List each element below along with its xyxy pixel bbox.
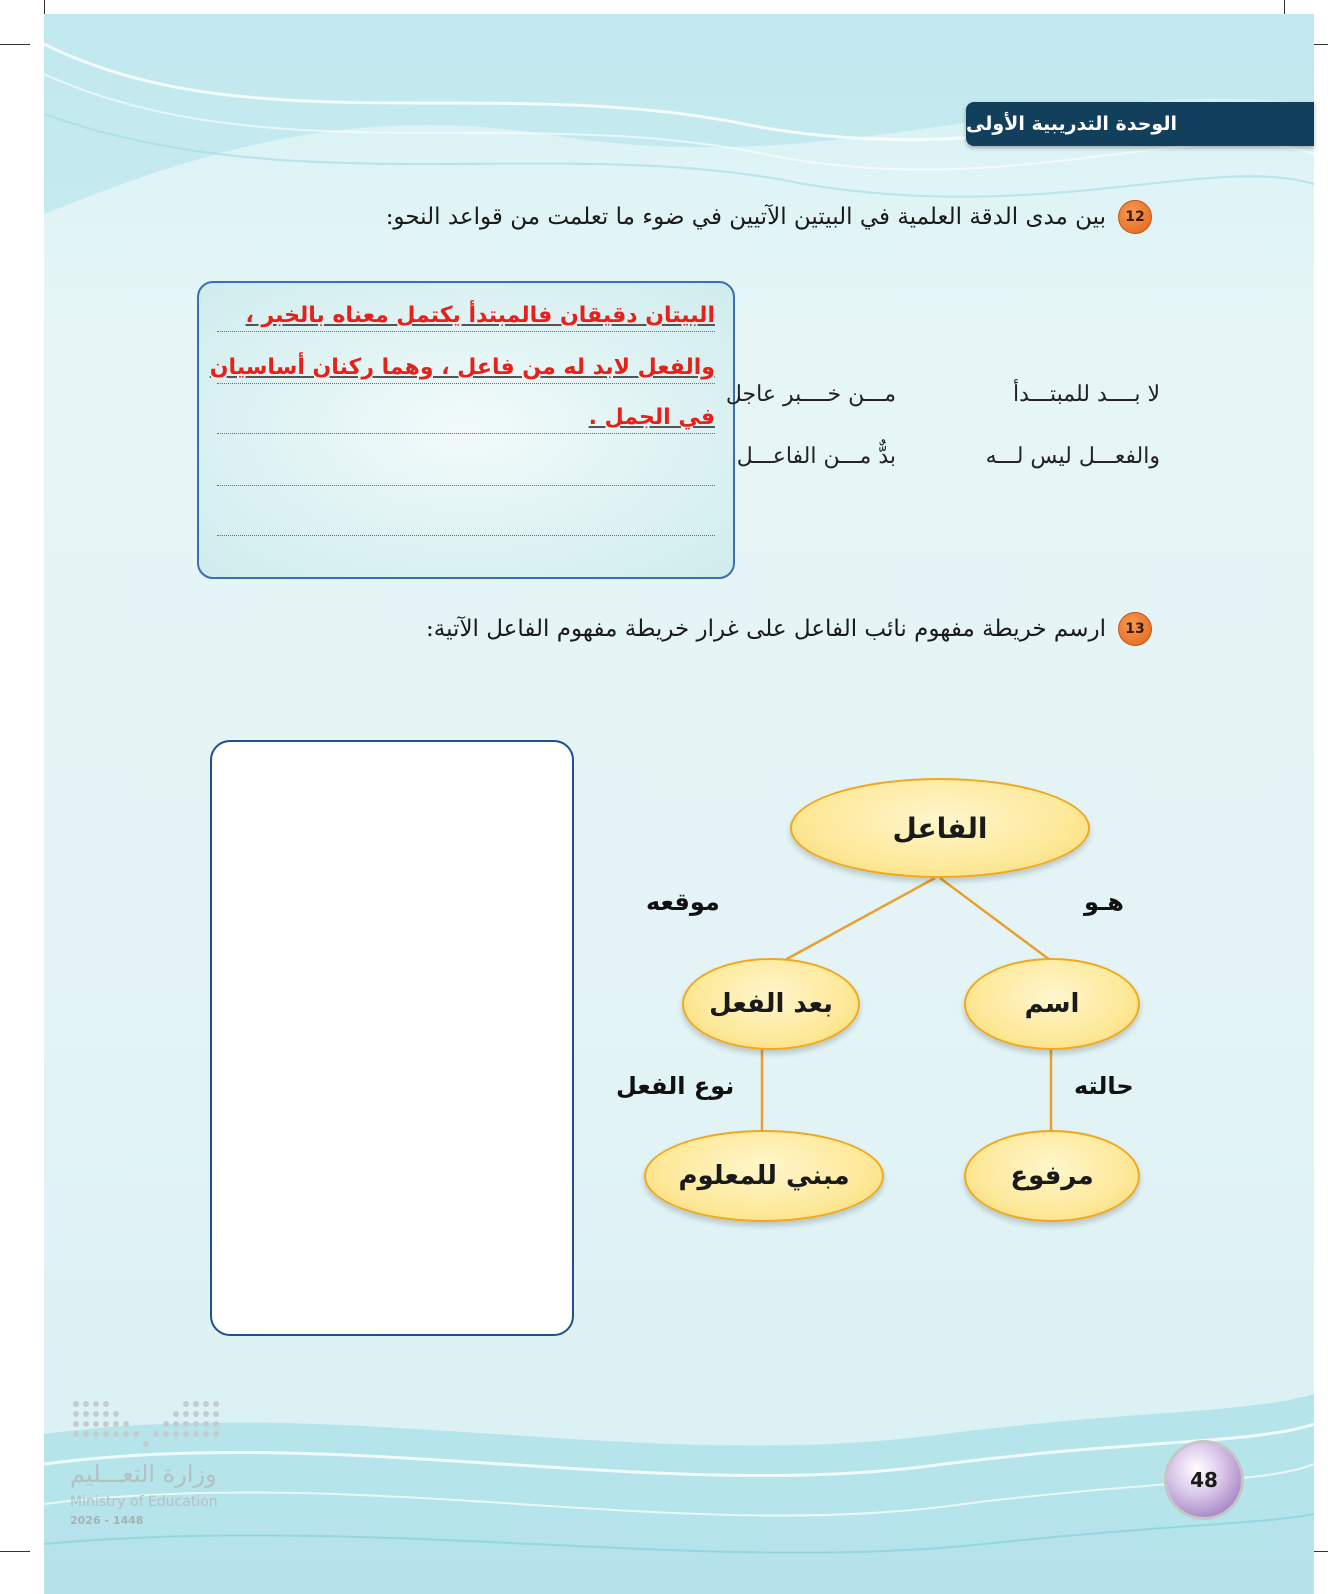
verse-line2-left: بدٌّ مـــن الفاعـــل	[736, 444, 896, 469]
answer-text-line: البيتان دقيقان فالمبتدأ يكتمل معناه بالخبر ،	[245, 303, 715, 328]
node-label: مرفوع	[1010, 1161, 1094, 1191]
page-number: 48	[1190, 1468, 1218, 1492]
concept-root-node	[790, 778, 1090, 878]
unit-title: الوحدة التدريبية الأولى	[966, 113, 1177, 135]
question-prompt: بين مدى الدقة العلمية في البيتين الآتيين في ضوء ما تعلمت من قواعد النحو:	[385, 204, 1106, 230]
concept-node-after-verb	[682, 958, 860, 1050]
node-label: مبني للمعلوم	[678, 1161, 850, 1191]
ministry-name-ar: وزارة التعـــليم	[70, 1460, 217, 1488]
question-prompt: ارسم خريطة مفهوم نائب الفاعل على غرار خريطة مفهوم الفاعل الآتية:	[426, 616, 1106, 642]
edition-year: 2026 - 1448	[70, 1514, 144, 1527]
answer-text-line: والفعل لابد له من فاعل ، وهما ركنان أساسيان	[209, 355, 715, 380]
ministry-logo	[66, 1396, 236, 1536]
verse-line1-right: لا بــــد للمبتـــدأ	[1013, 382, 1160, 407]
ministry-dots-icon	[66, 1396, 236, 1456]
link-label-halat: حالته	[1074, 1072, 1134, 1100]
link-label-naw: نوع الفعل	[616, 1072, 735, 1100]
link-label-mawqi: موقعه	[646, 888, 720, 916]
verse-line1-left: مـــن خــــبر عاجل	[725, 382, 896, 407]
answer-text-line: في الجمل .	[588, 405, 715, 430]
question-number-badge: 13	[1118, 612, 1152, 646]
node-label: اسم	[1024, 989, 1080, 1019]
concept-node-marfoo	[964, 1130, 1140, 1222]
concept-node-ism	[964, 958, 1140, 1050]
verse-line2-right: والفعـــل ليس لـــه	[985, 444, 1160, 469]
link-label-huwa: هـو	[1084, 888, 1124, 916]
node-label: بعد الفعل	[709, 989, 833, 1019]
page-number-badge	[1164, 1440, 1244, 1520]
concept-node-mabni	[644, 1130, 884, 1222]
ministry-name-en: Ministry of Education	[70, 1494, 218, 1510]
question-number-badge: 12	[1118, 200, 1152, 234]
node-label: الفاعل	[892, 811, 988, 845]
